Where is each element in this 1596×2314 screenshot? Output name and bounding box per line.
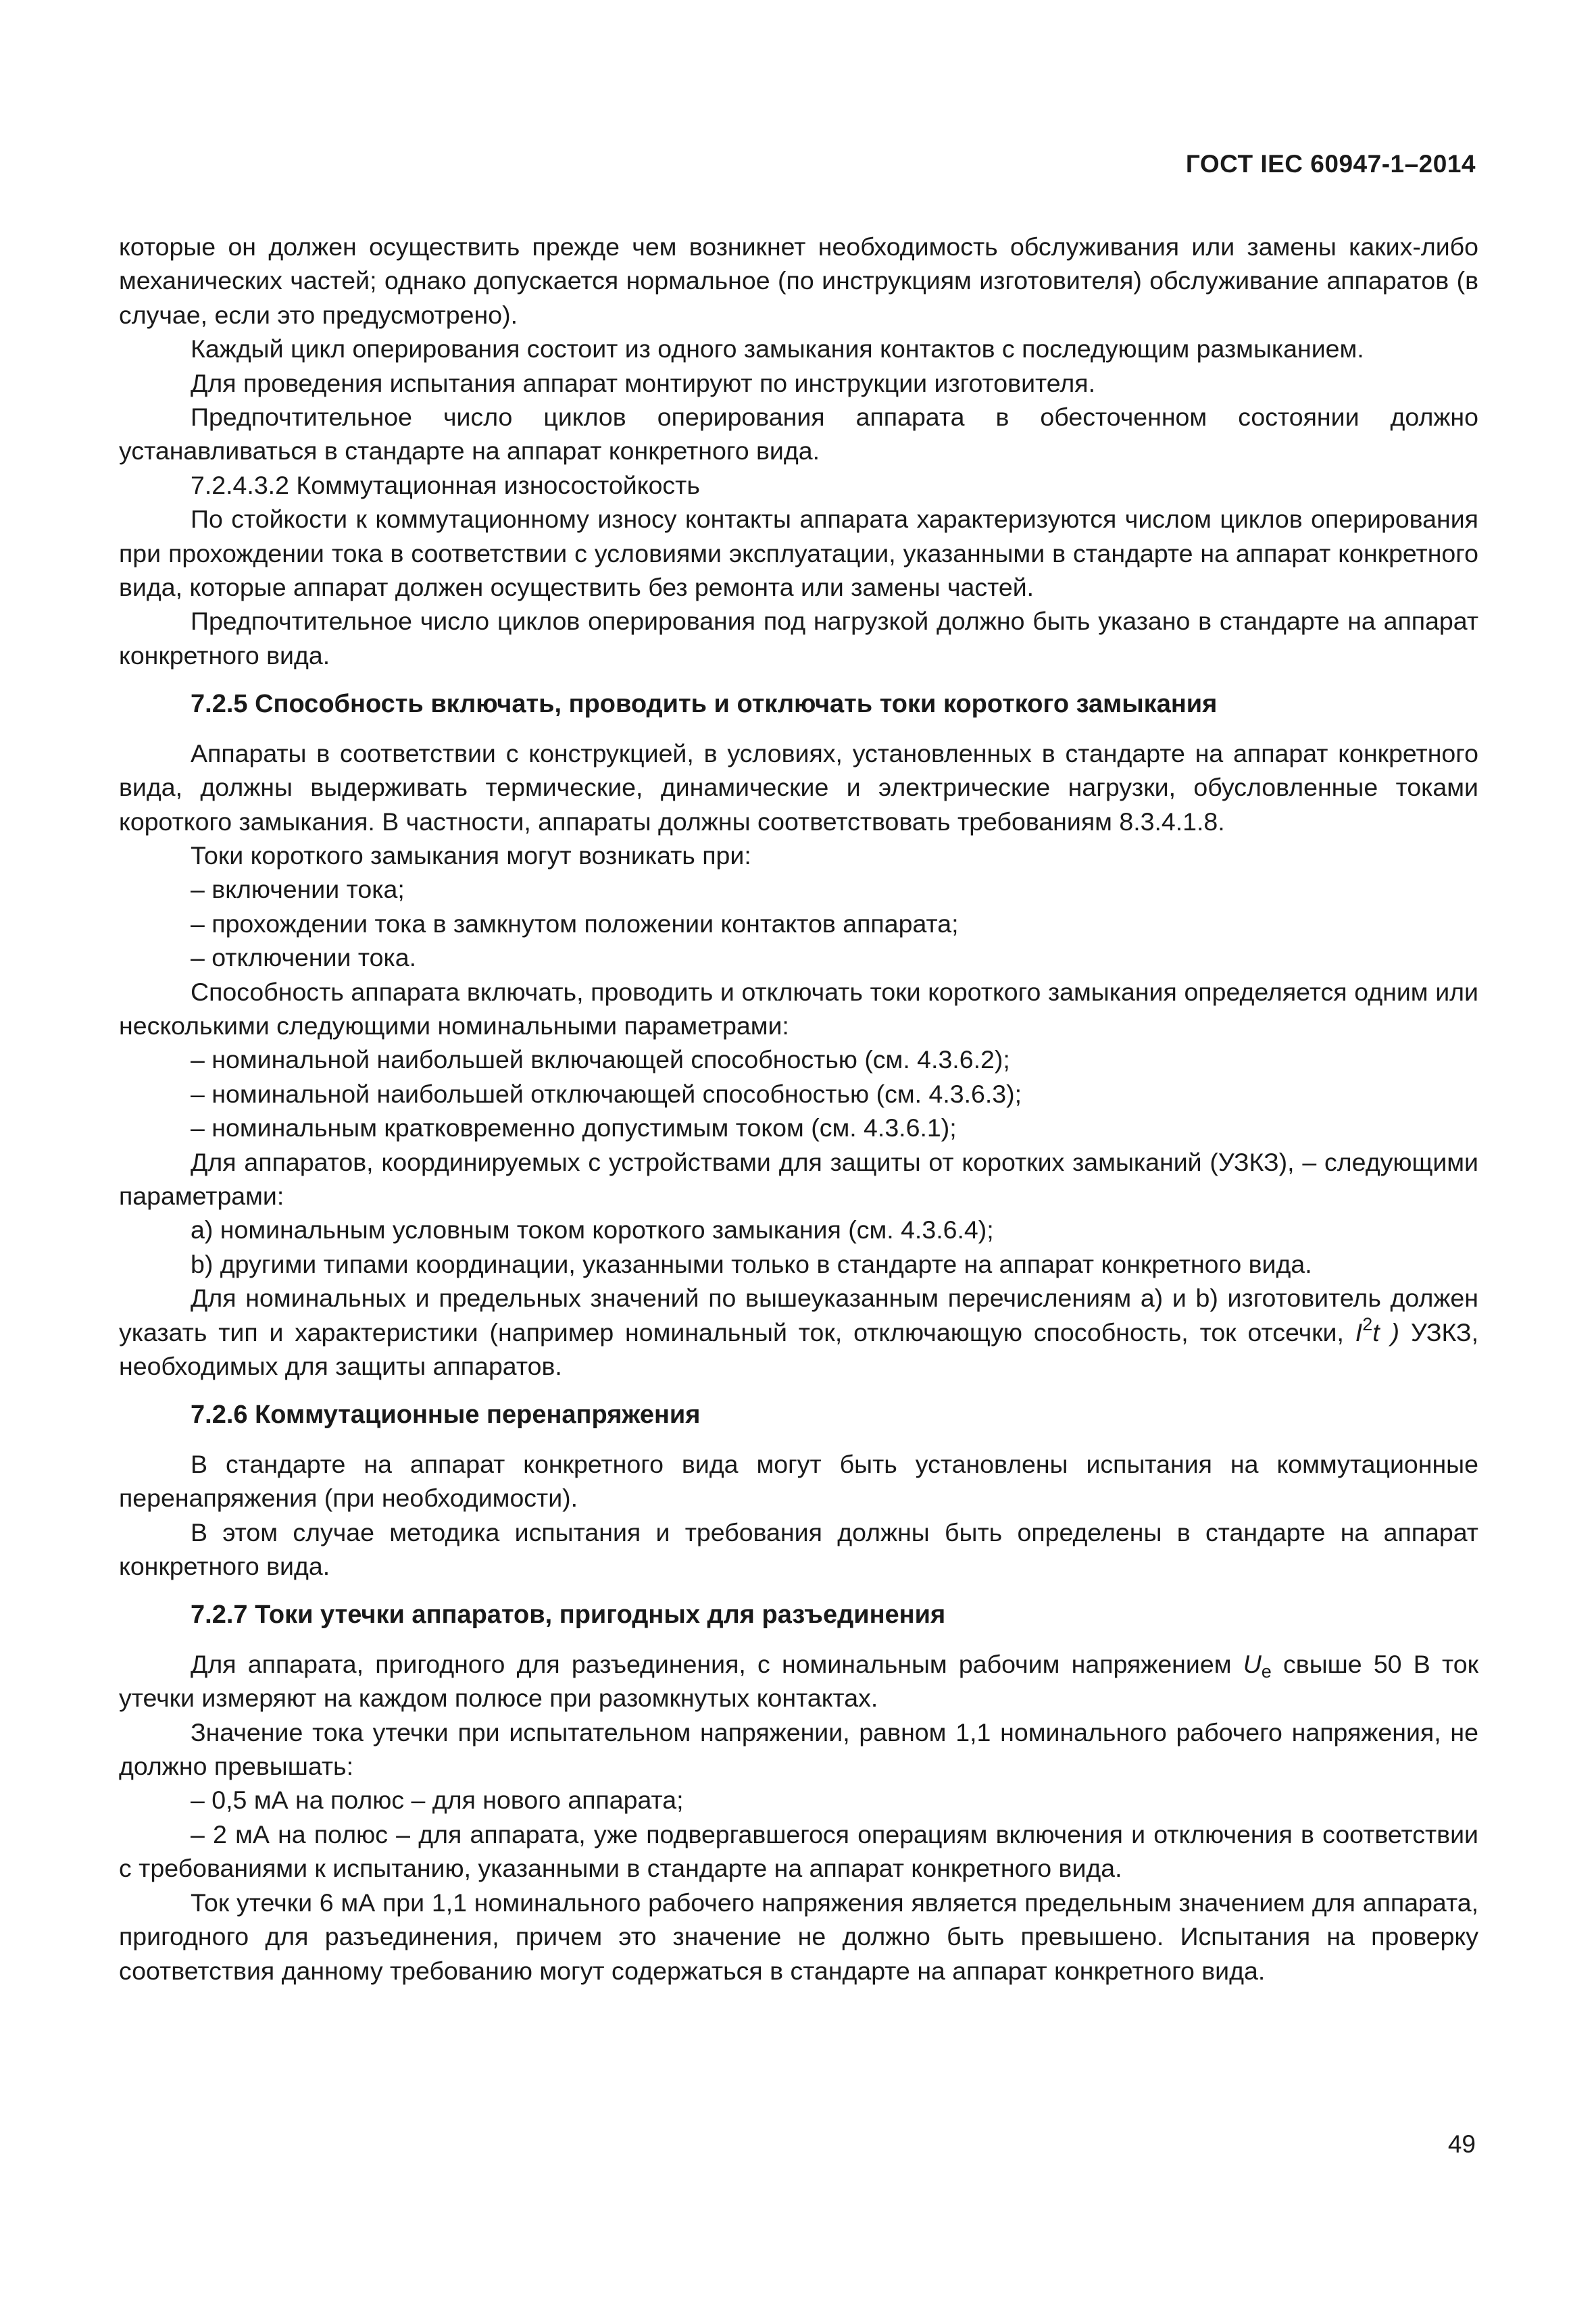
formula-symbol: t ) <box>1372 1317 1399 1347</box>
subclause-title: 7.2.4.3.2 Коммутационная износостойкость <box>191 470 700 499</box>
paragraph: В этом случае методика испытания и требования должны быть определены в стандарте на аппарат конкретного вида. <box>119 1517 1478 1581</box>
paragraph: Предпочтительное число циклов оперирования под нагрузкой должно быть указано в стандарте на аппарат конкретного вида. <box>119 607 1478 670</box>
section-heading-7-2-7: 7.2.7 Токи утечки аппаратов, пригодных для разъединения <box>191 1601 946 1630</box>
text-run: Для номинальных и предельных значений по вышеуказанным перечислениям а) и b) изготовитель должен указать тип и характеристики (например номинальный ток, отключающую способность, ток отсечки, <box>119 1284 1478 1347</box>
paragraph: По стойкости к коммутационному износу контакты аппарата характеризуются числом циклов оперирования при прохождении тока в соответствии с условиями эксплуатации, указанными в стандарте на аппарат конкретного вида, которые аппарат должен осуществить без ремонта или замены частей. <box>119 505 1478 602</box>
paragraph: которые он должен осуществить прежде чем возникнет необходимость обслуживания или замены каких-либо механических частей; однако допускается нормальное (по инструкциям изготовителя) обслуживание аппаратов (в случае, если это предусмотрено). <box>119 232 1478 329</box>
list-item: – номинальной наибольшей включающей способностью (см. 4.3.6.2); <box>191 1045 1010 1074</box>
list-item: – номинальной наибольшей отключающей способностью (см. 4.3.6.3); <box>191 1079 1022 1108</box>
list-item: – включении тока; <box>191 875 405 904</box>
paragraph: Аппараты в соответствии с конструкцией, в условиях, установленных в стандарте на аппарат конкретного вида, должны выдерживать термические, динамические и электрические нагрузки, обусловленные токами короткого замыкания. В частности, аппараты должны соответствовать требованиям 8.3.4.1.8. <box>119 738 1478 836</box>
text-run: Для аппарата, пригодного для разъединения, с номинальным рабочим напряжением <box>191 1649 1243 1678</box>
page-number: 49 <box>1447 2130 1476 2158</box>
paragraph <box>119 1281 1478 1383</box>
paragraph: Токи короткого замыкания могут возникать при: <box>191 840 751 870</box>
paragraph: Для проведения испытания аппарат монтируют по инструкции изготовителя. <box>191 368 1095 397</box>
paragraph: Ток утечки 6 мА при 1,1 номинального рабочего напряжения является предельным значением для аппарата, пригодного для разъединения, причем это значение не должно быть превышено. Испытания на проверку соответствия данному требованию могут содержаться в стандарте на аппарат конкретного вида. <box>119 1888 1478 1985</box>
text-run: свыше 50 В ток утечки измеряют на каждом полюсе при разомкнутых контактах. <box>119 1649 1478 1713</box>
text-run: УЗКЗ, необходимых для защиты аппаратов. <box>119 1317 1479 1380</box>
list-item: – отключении тока. <box>191 943 417 972</box>
document-code-header: ГОСТ IEC 60947-1–2014 <box>1185 150 1476 178</box>
section-heading-7-2-5: 7.2.5 Способность включать, проводить и отключать токи короткого замыкания <box>191 690 1218 719</box>
formula-symbol: I <box>1355 1317 1363 1347</box>
formula-subscript: e <box>1261 1661 1272 1682</box>
paragraph: Для аппаратов, координируемых с устройствами для защиты от коротких замыканий (УЗКЗ), – следующими параметрами: <box>119 1147 1478 1210</box>
section-heading-7-2-6: 7.2.6 Коммутационные перенапряжения <box>191 1401 701 1430</box>
formula-exponent: 2 <box>1362 1313 1373 1334</box>
paragraph: Способность аппарата включать, проводить и отключать токи короткого замыкания определяется одним или несколькими следующими номинальными параметрами: <box>119 977 1478 1040</box>
document-body <box>119 230 1478 1988</box>
formula-symbol: U <box>1243 1649 1262 1678</box>
paragraph: Предпочтительное число циклов оперирования аппарата в обесточенном состоянии должно устанавливаться в стандарте на аппарат конкретного вида. <box>119 403 1478 466</box>
paragraph <box>119 1647 1478 1715</box>
list-item: a) номинальным условным током короткого замыкания (см. 4.3.6.4); <box>191 1215 994 1244</box>
paragraph: Каждый цикл оперирования состоит из одного замыкания контактов с последующим размыканием. <box>191 334 1364 363</box>
list-item: – прохождении тока в замкнутом положении контактов аппарата; <box>191 909 959 938</box>
list-item: – 2 мА на полюс – для аппарата, уже подвергавшегося операциям включения и отключения в соответствии с требованиями к испытанию, указанными в стандарте на аппарат конкретного вида. <box>119 1819 1478 1883</box>
list-item: – номинальным кратковременно допустимым током (см. 4.3.6.1); <box>191 1113 957 1142</box>
paragraph: Значение тока утечки при испытательном напряжении, равном 1,1 номинального рабочего напряжения, не должно превышать: <box>119 1717 1478 1781</box>
list-item: – 0,5 мА на полюс – для нового аппарата; <box>191 1786 684 1815</box>
list-item: b) другими типами координации, указанными только в стандарте на аппарат конкретного вида. <box>191 1249 1312 1278</box>
paragraph: В стандарте на аппарат конкретного вида могут быть установлены испытания на коммутационные перенапряжения (при необходимости). <box>119 1449 1478 1513</box>
